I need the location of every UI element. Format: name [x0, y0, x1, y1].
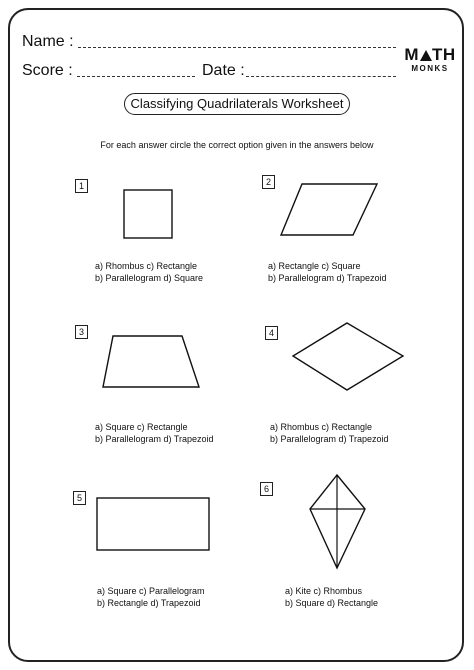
date-field[interactable]: [246, 76, 396, 77]
logo-subtext: MONKS: [411, 64, 449, 73]
answer-line-1a: a) Rhombus c) Rectangle: [95, 261, 198, 271]
rhombus-icon: [290, 320, 408, 394]
question-number-3: 3: [75, 325, 88, 339]
answer-line-3a: a) Square c) Rectangle: [95, 422, 188, 432]
name-label: Name :: [22, 33, 74, 50]
answer-options-4[interactable]: [270, 421, 389, 445]
worksheet-title: Classifying Quadrilaterals Worksheet: [124, 93, 350, 115]
trapezoid-icon: [100, 332, 204, 392]
answer-line-2a: a) Rectangle c) Square: [268, 261, 361, 271]
kite-icon: [304, 472, 370, 572]
answer-options-6[interactable]: [285, 585, 378, 609]
answer-line-6b: b) Square d) Rectangle: [285, 598, 379, 608]
answer-options-5[interactable]: [97, 585, 205, 609]
score-field[interactable]: [77, 76, 195, 77]
answer-line-4a: a) Rhombus c) Rectangle: [270, 422, 373, 432]
instructions: For each answer circle the correct option given in the answers below: [100, 140, 374, 150]
question-number-4: 4: [265, 326, 278, 340]
answer-options-2[interactable]: [268, 260, 387, 284]
answer-line-1b: b) Parallelogram d) Square: [95, 273, 204, 283]
question-number-6: 6: [260, 482, 273, 496]
square-icon: [120, 186, 176, 240]
math-monks-logo: [404, 46, 456, 74]
score-label: Score :: [22, 62, 73, 79]
answer-line-3b: b) Parallelogram d) Trapezoid: [95, 434, 214, 444]
answer-line-6a: a) Kite c) Rhombus: [285, 586, 363, 596]
answer-options-3[interactable]: [95, 421, 214, 445]
answer-line-2b: b) Parallelogram d) Trapezoid: [268, 273, 387, 283]
logo-text-left: M: [404, 45, 419, 64]
question-number-1: 1: [75, 179, 88, 193]
answer-options-1[interactable]: [95, 260, 203, 284]
answer-line-5a: a) Square c) Parallelogram: [97, 586, 205, 596]
logo-text-right: TH: [432, 45, 456, 64]
question-number-2: 2: [262, 175, 275, 189]
triangle-icon: [420, 50, 432, 61]
question-number-5: 5: [73, 491, 86, 505]
parallelogram-icon: [278, 180, 382, 238]
rectangle-icon: [93, 494, 213, 554]
name-field[interactable]: [78, 47, 396, 48]
answer-line-4b: b) Parallelogram d) Trapezoid: [270, 434, 389, 444]
answer-line-5b: b) Rectangle d) Trapezoid: [97, 598, 201, 608]
date-label: Date :: [202, 62, 245, 79]
